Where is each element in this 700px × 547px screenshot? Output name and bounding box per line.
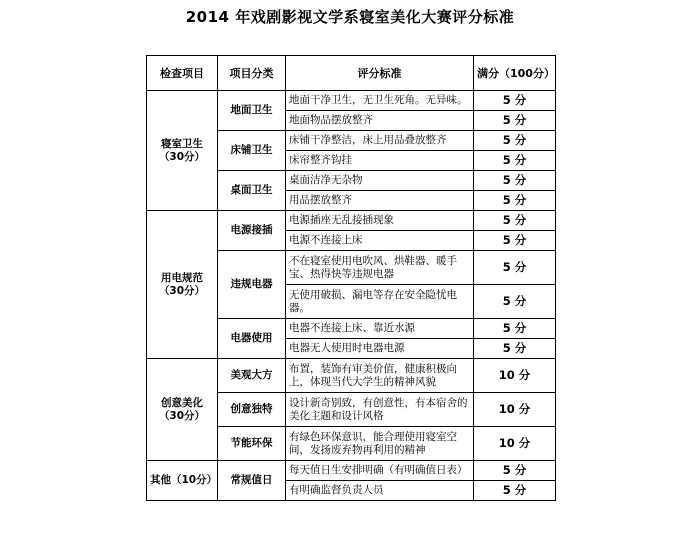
sub-desk: 桌面卫生 <box>218 171 286 211</box>
header-subcategory: 项目分类 <box>218 56 286 91</box>
criterion: 床帘整齐钩挂 <box>286 151 474 171</box>
points: 5 分 <box>474 461 556 481</box>
points: 5 分 <box>474 319 556 339</box>
criterion: 电器无人使用时电器电源 <box>286 339 474 359</box>
criterion: 用品摆放整齐 <box>286 191 474 211</box>
criterion: 不在寝室使用电吹风、烘鞋器、暖手宝、热得快等违规电器 <box>286 251 474 285</box>
sub-floor: 地面卫生 <box>218 91 286 131</box>
criterion: 无使用破损、漏电等存在安全隐忧电器。 <box>286 285 474 319</box>
criterion: 地面物品摆放整齐 <box>286 111 474 131</box>
table-row <box>147 211 556 231</box>
scoring-table <box>146 55 556 501</box>
points: 5 分 <box>474 131 556 151</box>
criterion: 桌面洁净无杂物 <box>286 171 474 191</box>
points: 5 分 <box>474 151 556 171</box>
table-row <box>147 461 556 481</box>
criterion: 床铺干净整洁，床上用品叠放整齐 <box>286 131 474 151</box>
points: 5 分 <box>474 251 556 285</box>
page-title: 2014 年戏剧影视文学系寝室美化大赛评分标准 <box>185 8 515 26</box>
table-row <box>147 91 556 111</box>
sub-unique: 创意独特 <box>218 393 286 427</box>
points: 5 分 <box>474 339 556 359</box>
points: 5 分 <box>474 191 556 211</box>
criterion: 地面干净卫生，无卫生死角。无异味。 <box>286 91 474 111</box>
criterion: 每天值日生安排明确（有明确值日表） <box>286 461 474 481</box>
criterion: 电源不连接上床 <box>286 231 474 251</box>
table-row <box>147 359 556 393</box>
points: 10 分 <box>474 427 556 461</box>
criterion: 设计新奇别致，有创意性，有本宿舍的美化主题和设计风格 <box>286 393 474 427</box>
sub-plug: 电源接插 <box>218 211 286 251</box>
category-other: 其他（10分） <box>147 461 218 501</box>
points: 5 分 <box>474 111 556 131</box>
criterion: 布置，装饰有审美价值，健康积极向上，体现当代大学生的精神风貌 <box>286 359 474 393</box>
criterion: 电源插座无乱接插现象 <box>286 211 474 231</box>
points: 5 分 <box>474 231 556 251</box>
category-creative: 创意美化（30分） <box>147 359 218 461</box>
category-dorm-hygiene: 寝室卫生（30分） <box>147 91 218 211</box>
header-criteria: 评分标准 <box>286 56 474 91</box>
points: 5 分 <box>474 481 556 501</box>
points: 5 分 <box>474 285 556 319</box>
sub-usage: 电器使用 <box>218 319 286 359</box>
points: 5 分 <box>474 211 556 231</box>
points: 10 分 <box>474 359 556 393</box>
header-check-item: 检查项目 <box>147 56 218 91</box>
header-full-score: 满分（100分） <box>474 56 556 91</box>
criterion: 电器不连接上床、靠近水源 <box>286 319 474 339</box>
sub-beauty: 美观大方 <box>218 359 286 393</box>
points: 5 分 <box>474 171 556 191</box>
sub-green: 节能环保 <box>218 427 286 461</box>
criterion: 有明确监督负责人员 <box>286 481 474 501</box>
category-electric: 用电规范（30分） <box>147 211 218 359</box>
criterion: 有绿色环保意识，能合理使用寝室空间，发扬废弃物再利用的精神 <box>286 427 474 461</box>
points: 5 分 <box>474 91 556 111</box>
sub-illegal: 违规电器 <box>218 251 286 319</box>
sub-duty: 常规值日 <box>218 461 286 501</box>
header-row <box>147 56 556 91</box>
sub-bed: 床铺卫生 <box>218 131 286 171</box>
points: 10 分 <box>474 393 556 427</box>
